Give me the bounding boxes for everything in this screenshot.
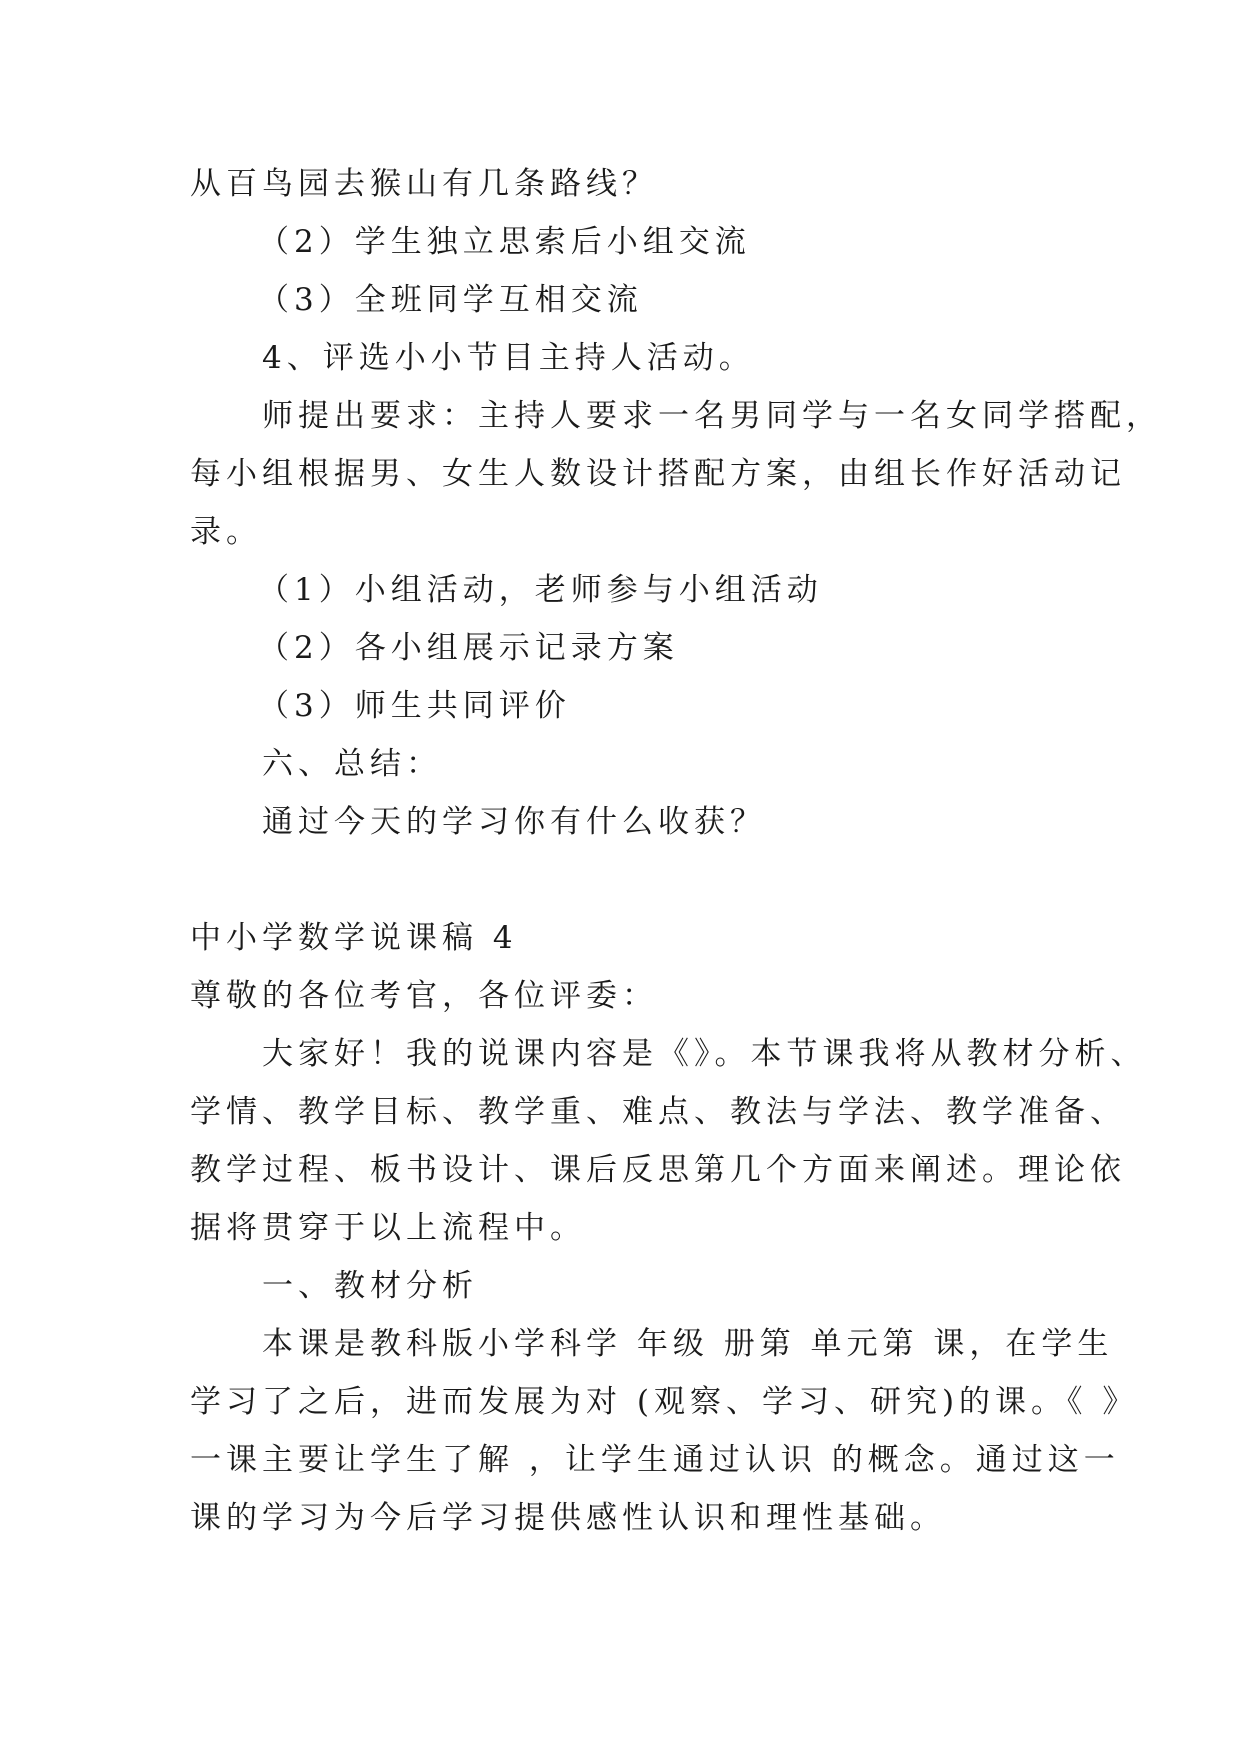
paragraph-line: （1）小组活动，老师参与小组活动 xyxy=(258,572,823,608)
paragraph-line: 通过今天的学习你有什么收获？ xyxy=(262,804,766,840)
paragraph-line: 学习了之后，进而发展为对 (观察、学习、研究)的课。《 》 xyxy=(190,1384,1139,1420)
section-heading: 六、总结： xyxy=(262,746,442,782)
paragraph-line: 师提出要求：主持人要求一名男同学与一名女同学搭配， xyxy=(262,398,1162,434)
paragraph-line: 一课主要让学生了解 ，让学生通过认识 的概念。通过这一 xyxy=(190,1442,1120,1478)
paragraph-line: （2）学生独立思索后小组交流 xyxy=(258,224,751,260)
paragraph-line: 教学过程、板书设计、课后反思第几个方面来阐述。理论依 xyxy=(190,1152,1126,1188)
paragraph-line: （3）全班同学互相交流 xyxy=(258,282,643,318)
paragraph-line: 本课是教科版小学科学 年级 册第 单元第 课，在学生 xyxy=(262,1326,1114,1362)
paragraph-line: 大家好！我的说课内容是《》。本节课我将从教材分析、 xyxy=(262,1036,1147,1072)
document-title: 中小学数学说课稿 4 xyxy=(190,920,518,956)
paragraph-line: （3）师生共同评价 xyxy=(258,688,571,724)
paragraph-line: （2）各小组展示记录方案 xyxy=(258,630,679,666)
paragraph-line: 从百鸟园去猴山有几条路线？ xyxy=(190,166,658,202)
paragraph-line: 据将贯穿于以上流程中。 xyxy=(190,1210,586,1246)
section-heading: 一、教材分析 xyxy=(262,1268,478,1304)
paragraph-line: 学情、教学目标、教学重、难点、教法与学法、教学准备、 xyxy=(190,1094,1126,1130)
paragraph-line: 课的学习为今后学习提供感性认识和理性基础。 xyxy=(190,1500,946,1536)
paragraph-line: 录。 xyxy=(190,514,262,550)
paragraph-line: 4、评选小小节目主持人活动。 xyxy=(262,340,755,376)
paragraph-line: 每小组根据男、女生人数设计搭配方案，由组长作好活动记 xyxy=(190,456,1126,492)
salutation: 尊敬的各位考官，各位评委： xyxy=(190,978,658,1014)
